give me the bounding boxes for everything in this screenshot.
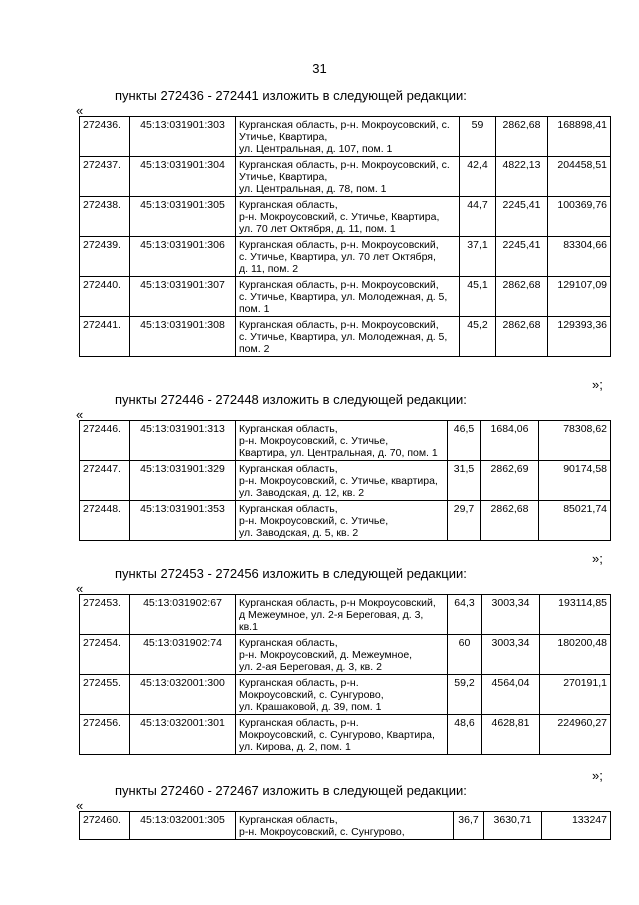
area-value: 60 xyxy=(448,635,482,675)
address-cell xyxy=(236,277,460,317)
cadastral-value: 270191,1 xyxy=(540,675,611,715)
rate-value: 3003,34 xyxy=(482,595,540,635)
area-value: 37,1 xyxy=(460,237,496,277)
item-number: 272439. xyxy=(80,237,130,277)
address-line: Мокроусовский, с. Сунгурово, Квартира, xyxy=(239,729,435,741)
rate-value: 4564,04 xyxy=(482,675,540,715)
area-value: 64,3 xyxy=(448,595,482,635)
address-cell xyxy=(236,117,460,157)
item-number: 272441. xyxy=(80,317,130,357)
address-line: Курганская область, xyxy=(239,199,338,211)
area-value: 42,4 xyxy=(460,157,496,197)
rate-value: 2862,68 xyxy=(496,317,548,357)
address-line: ул. Крашаковой, д. 39, пом. 1 xyxy=(239,701,382,713)
address-cell xyxy=(236,197,460,237)
open-quote: « xyxy=(76,103,84,118)
address-line: р-н. Мокроусовский, с. Утичье, квартира, xyxy=(239,475,438,487)
address-line: Курганская область, р-н. Мокроусовский, с. xyxy=(239,119,450,131)
table-row xyxy=(80,635,611,675)
close-quote: »; xyxy=(592,551,603,566)
address-cell xyxy=(236,461,448,501)
cadastral-value: 83304,66 xyxy=(548,237,611,277)
table-row xyxy=(80,675,611,715)
rate-value: 2862,68 xyxy=(496,117,548,157)
cadastral-number: 45:13:031901:307 xyxy=(130,277,236,317)
cadastral-value: 78308,62 xyxy=(539,421,611,461)
address-line: Мокроусовский, с. Сунгурово, xyxy=(239,689,384,701)
address-cell xyxy=(236,812,454,840)
address-line: ул. Кирова, д. 2, пом. 1 xyxy=(239,741,351,753)
cadastral-number: 45:13:031901:308 xyxy=(130,317,236,357)
address-line: Утичье, Квартира, xyxy=(239,171,328,183)
cadastral-number: 45:13:032001:300 xyxy=(130,675,236,715)
rate-value: 4822,13 xyxy=(496,157,548,197)
rate-value: 2862,68 xyxy=(481,501,539,541)
cadastral-value: 90174,58 xyxy=(539,461,611,501)
address-cell xyxy=(236,715,448,755)
area-value: 45,2 xyxy=(460,317,496,357)
rate-value: 2245,41 xyxy=(496,237,548,277)
cadastral-number: 45:13:031902:74 xyxy=(130,635,236,675)
item-number: 272438. xyxy=(80,197,130,237)
cadastral-value: 129393,36 xyxy=(548,317,611,357)
address-line: Курганская область, xyxy=(239,503,338,515)
cadastral-number: 45:13:031901:329 xyxy=(130,461,236,501)
address-line: д. 11, пом. 2 xyxy=(239,263,299,275)
open-quote: « xyxy=(76,798,84,813)
address-line: д Межеумное, ул. 2-я Береговая, д. 3, xyxy=(239,609,424,621)
rate-value: 1684,06 xyxy=(481,421,539,461)
cadastral-value: 85021,74 xyxy=(539,501,611,541)
address-line: Курганская область, р-н. Мокроусовский, с. xyxy=(239,159,450,171)
address-line: кв.1 xyxy=(239,621,258,633)
item-number: 272436. xyxy=(80,117,130,157)
address-line: ул. Заводская, д. 12, кв. 2 xyxy=(239,487,365,499)
address-line: Утичье, Квартира, xyxy=(239,131,328,143)
section-heading: пункты 272446 - 272448 изложить в следующей редакции: xyxy=(115,392,467,407)
address-line: Курганская область, р-н. xyxy=(239,717,359,729)
address-cell xyxy=(236,421,448,461)
address-line: Курганская область, р-н. xyxy=(239,677,359,689)
cadastral-value: 224960,27 xyxy=(540,715,611,755)
address-line: Курганская область, р-н. Мокроусовский, xyxy=(239,319,439,331)
address-line: р-н. Мокроусовский, с. Утичье, xyxy=(239,515,389,527)
item-number: 272456. xyxy=(80,715,130,755)
section-heading: пункты 272436 - 272441 изложить в следующей редакции: xyxy=(115,88,467,103)
area-value: 45,1 xyxy=(460,277,496,317)
area-value: 31,5 xyxy=(448,461,481,501)
cadastral-number: 45:13:031901:304 xyxy=(130,157,236,197)
item-number: 272437. xyxy=(80,157,130,197)
address-cell xyxy=(236,317,460,357)
address-line: ул. 70 лет Октября, д. 11, пом. 1 xyxy=(239,223,396,235)
item-number: 272447. xyxy=(80,461,130,501)
table-row xyxy=(80,277,611,317)
table-row xyxy=(80,237,611,277)
rate-value: 4628,81 xyxy=(482,715,540,755)
table-row xyxy=(80,117,611,157)
address-line: ул. Центральная, д. 107, пом. 1 xyxy=(239,143,393,155)
close-quote: »; xyxy=(592,768,603,783)
rate-value: 2862,69 xyxy=(481,461,539,501)
data-table xyxy=(79,594,611,755)
table-row xyxy=(80,595,611,635)
table-row xyxy=(80,715,611,755)
area-value: 29,7 xyxy=(448,501,481,541)
address-line: пом. 1 xyxy=(239,303,270,315)
cadastral-value: 204458,51 xyxy=(548,157,611,197)
address-line: Курганская область, р-н Мокроусовский, xyxy=(239,597,436,609)
data-table xyxy=(79,811,611,840)
close-quote: »; xyxy=(592,377,603,392)
table-row xyxy=(80,157,611,197)
address-line: р-н. Мокроусовский, с. Утичье, Квартира, xyxy=(239,211,440,223)
data-table xyxy=(79,116,611,357)
cadastral-number: 45:13:031901:353 xyxy=(130,501,236,541)
address-line: Курганская область, xyxy=(239,423,338,435)
table-row xyxy=(80,197,611,237)
open-quote: « xyxy=(76,407,84,422)
address-line: с. Утичье, Квартира, ул. Молодежная, д. 5, xyxy=(239,331,448,343)
area-value: 59,2 xyxy=(448,675,482,715)
area-value: 36,7 xyxy=(454,812,484,840)
item-number: 272460. xyxy=(80,812,130,840)
cadastral-number: 45:13:031902:67 xyxy=(130,595,236,635)
table-row xyxy=(80,461,611,501)
area-value: 46,5 xyxy=(448,421,481,461)
address-cell xyxy=(236,675,448,715)
address-line: р-н. Мокроусовский, с. Сунгурово, xyxy=(239,826,405,838)
cadastral-value: 180200,48 xyxy=(540,635,611,675)
address-line: Курганская область, xyxy=(239,463,338,475)
cadastral-number: 45:13:032001:301 xyxy=(130,715,236,755)
rate-value: 2862,68 xyxy=(496,277,548,317)
table-row xyxy=(80,317,611,357)
area-value: 59 xyxy=(460,117,496,157)
table-row xyxy=(80,812,611,840)
address-line: Квартира, ул. Центральная, д. 70, пом. 1 xyxy=(239,447,438,459)
area-value: 48,6 xyxy=(448,715,482,755)
cadastral-number: 45:13:031901:306 xyxy=(130,237,236,277)
cadastral-value: 133247 xyxy=(542,812,611,840)
cadastral-value: 193114,85 xyxy=(540,595,611,635)
data-table xyxy=(79,420,611,541)
address-line: ул. 2-ая Береговая, д. 3, кв. 2 xyxy=(239,661,382,673)
cadastral-value: 168898,41 xyxy=(548,117,611,157)
rate-value: 3003,34 xyxy=(482,635,540,675)
address-line: Курганская область, xyxy=(239,637,338,649)
cadastral-number: 45:13:031901:313 xyxy=(130,421,236,461)
table-row xyxy=(80,501,611,541)
item-number: 272455. xyxy=(80,675,130,715)
address-cell xyxy=(236,157,460,197)
address-cell xyxy=(236,501,448,541)
address-cell xyxy=(236,595,448,635)
item-number: 272448. xyxy=(80,501,130,541)
open-quote: « xyxy=(76,581,84,596)
rate-value: 3630,71 xyxy=(484,812,542,840)
cadastral-number: 45:13:032001:305 xyxy=(130,812,236,840)
address-line: Курганская область, xyxy=(239,814,338,826)
address-line: р-н. Мокроусовский, д. Межеумное, xyxy=(239,649,413,661)
cadastral-number: 45:13:031901:303 xyxy=(130,117,236,157)
address-cell xyxy=(236,237,460,277)
address-line: Курганская область, р-н. Мокроусовский, xyxy=(239,279,439,291)
address-line: с. Утичье, Квартира, ул. 70 лет Октября, xyxy=(239,251,436,263)
page-number: 31 xyxy=(312,61,327,76)
rate-value: 2245,41 xyxy=(496,197,548,237)
item-number: 272446. xyxy=(80,421,130,461)
section-heading: пункты 272453 - 272456 изложить в следующей редакции: xyxy=(115,566,467,581)
address-line: пом. 2 xyxy=(239,343,270,355)
cadastral-value: 129107,09 xyxy=(548,277,611,317)
address-line: р-н. Мокроусовский, с. Утичье, xyxy=(239,435,389,447)
cadastral-value: 100369,76 xyxy=(548,197,611,237)
address-cell xyxy=(236,635,448,675)
address-line: ул. Центральная, д. 78, пом. 1 xyxy=(239,183,387,195)
item-number: 272453. xyxy=(80,595,130,635)
table-row xyxy=(80,421,611,461)
address-line: ул. Заводская, д. 5, кв. 2 xyxy=(239,527,359,539)
address-line: Курганская область, р-н. Мокроусовский, xyxy=(239,239,439,251)
item-number: 272454. xyxy=(80,635,130,675)
cadastral-number: 45:13:031901:305 xyxy=(130,197,236,237)
address-line: с. Утичье, Квартира, ул. Молодежная, д. 5, xyxy=(239,291,448,303)
area-value: 44,7 xyxy=(460,197,496,237)
item-number: 272440. xyxy=(80,277,130,317)
section-heading: пункты 272460 - 272467 изложить в следующей редакции: xyxy=(115,783,467,798)
